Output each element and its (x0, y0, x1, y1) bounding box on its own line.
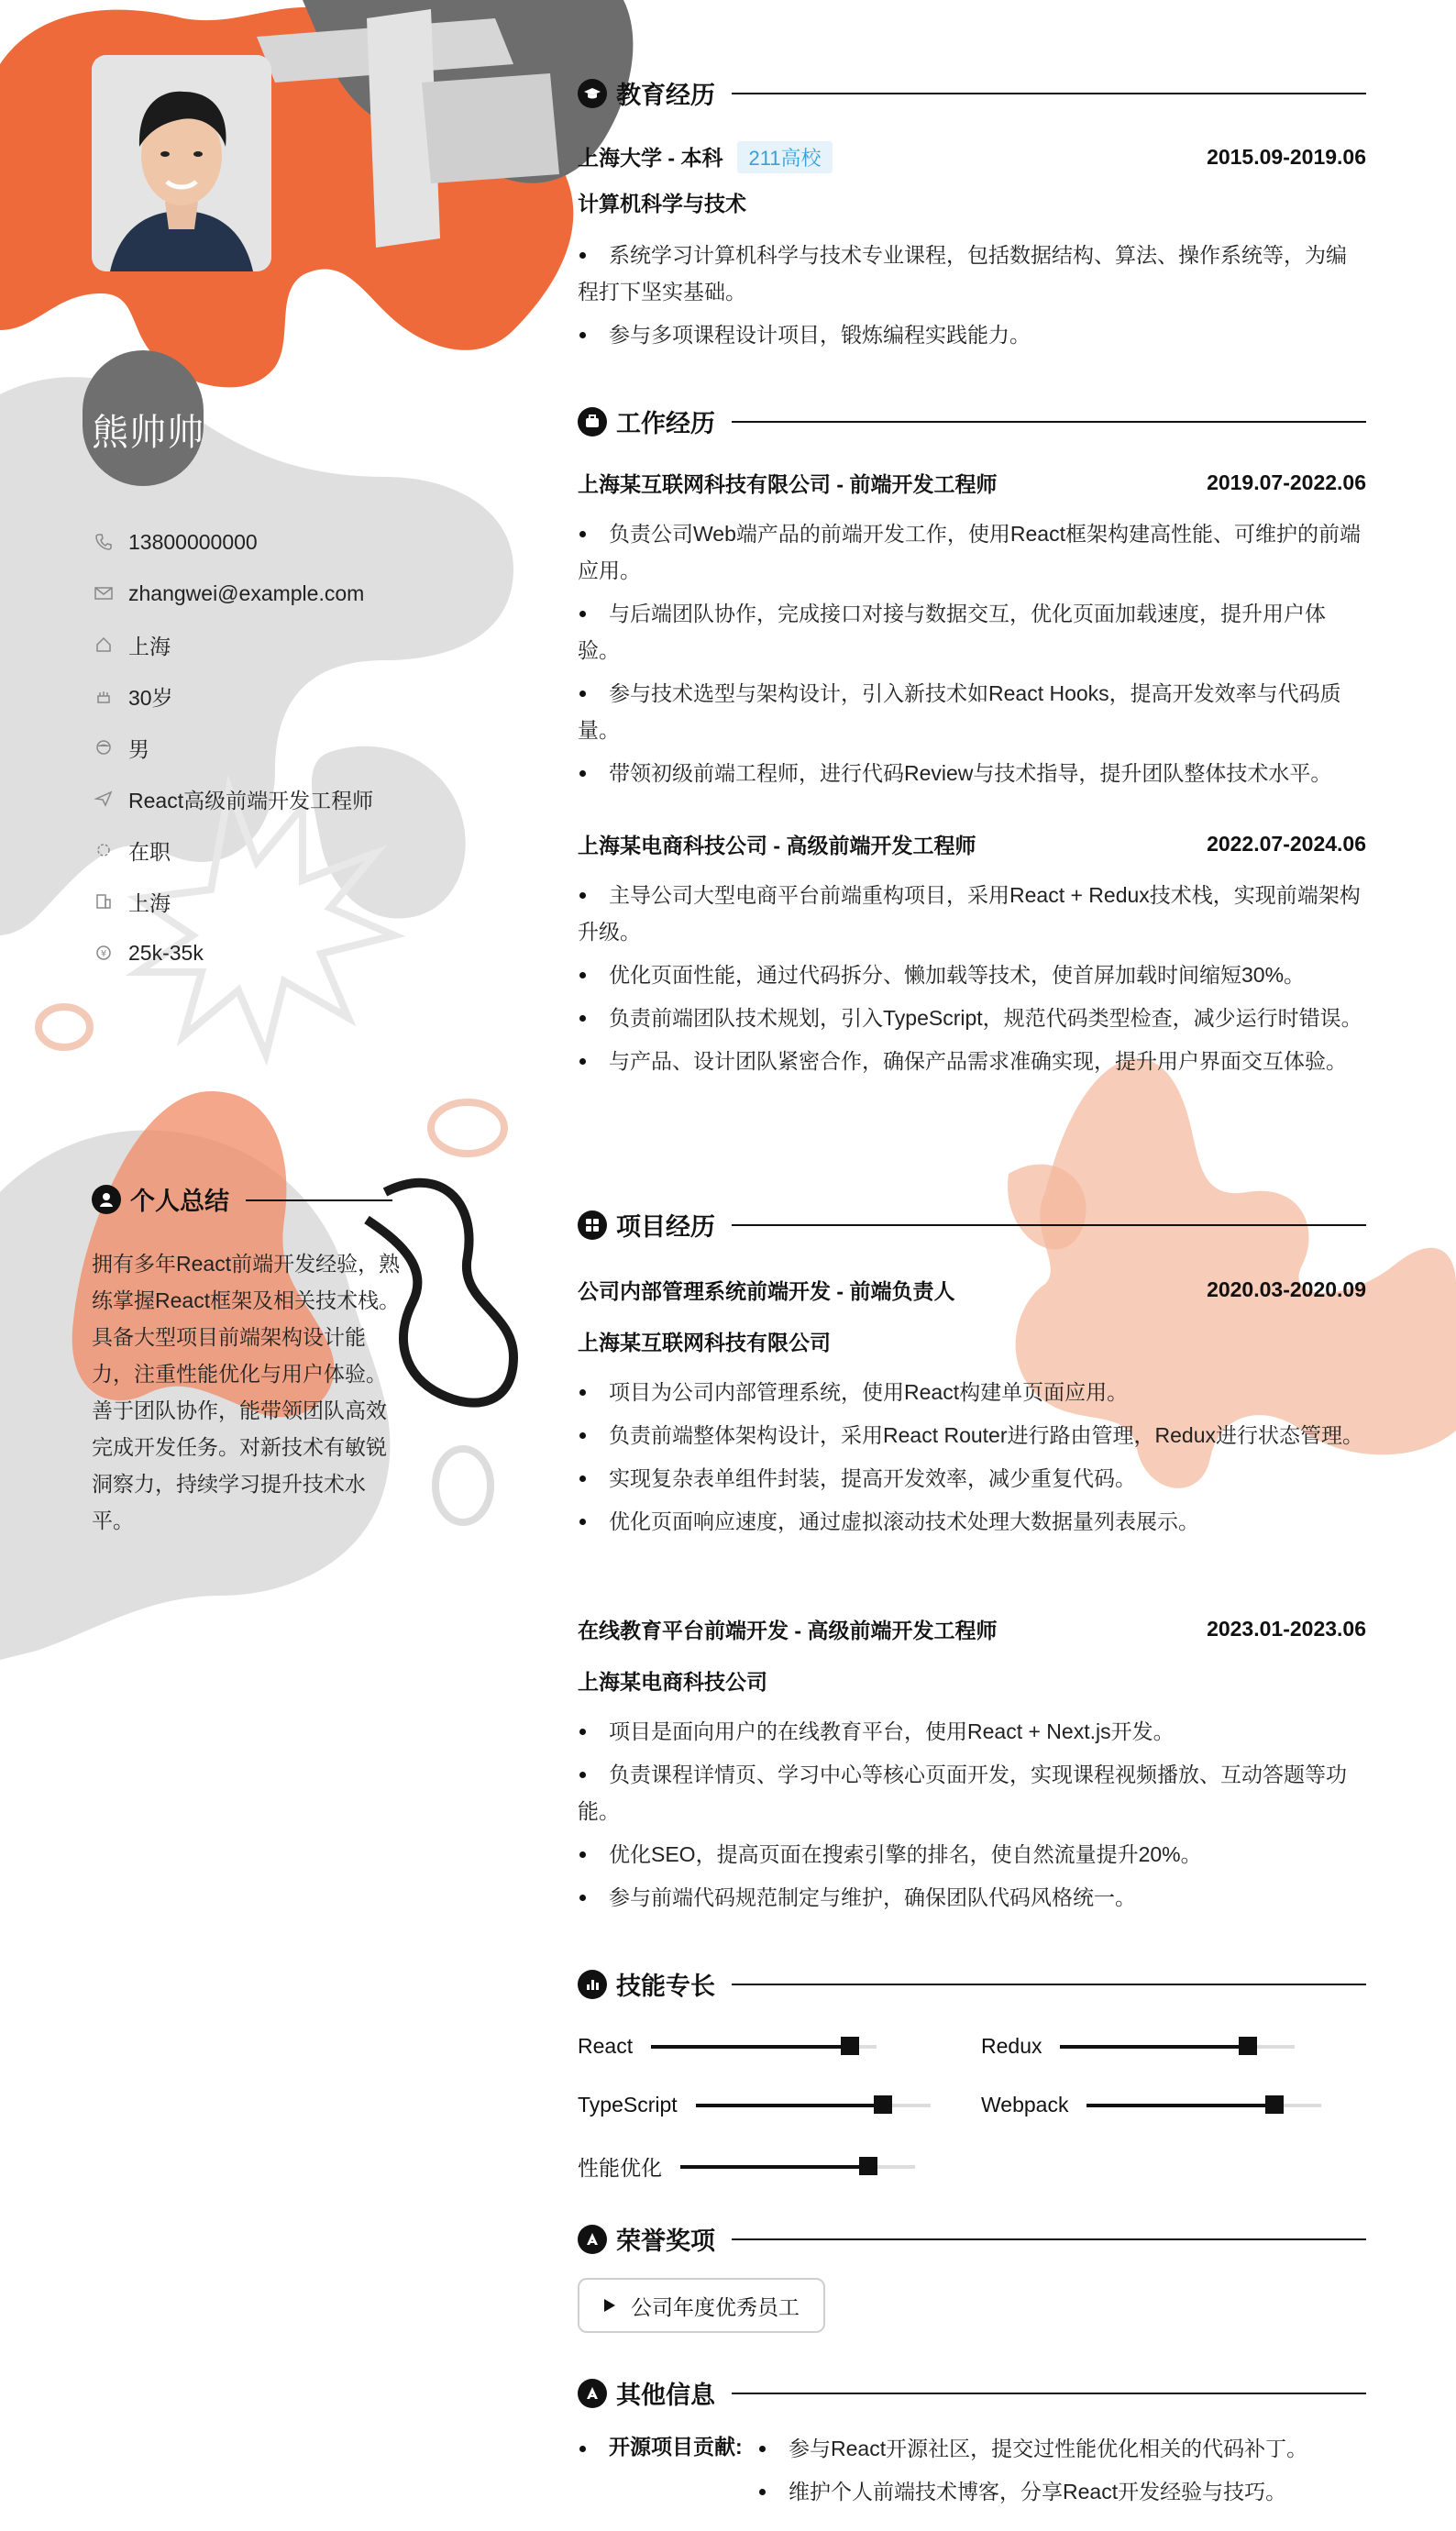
contact-row (92, 773, 373, 824)
contact-text: 上海 (128, 634, 171, 658)
building-icon (92, 890, 116, 913)
skill-level-fill (1060, 2045, 1248, 2049)
award-item (578, 2278, 825, 2333)
home-icon (92, 633, 116, 657)
bullet-item: 负责公司Web端产品的前端开发工作，使用React框架构建高性能、可维护的前端应用。 (578, 515, 1366, 589)
summary-divider (246, 1199, 392, 1201)
skill-item (578, 2151, 915, 2182)
project-bullets-1 (578, 1374, 1366, 1546)
contact-row (92, 568, 373, 619)
skill-level-fill (651, 2045, 849, 2049)
summary-title: 个人总结 (130, 1188, 229, 1215)
avatar-photo (92, 55, 271, 271)
bullet-item: 项目是面向用户的在线教育平台，使用React + Next.js开发。 (578, 1713, 1366, 1750)
skill-level-bar (680, 2165, 915, 2169)
job-bullets-1 (578, 515, 1366, 798)
job-date: 2022.07-2024.06 (1207, 832, 1366, 856)
skill-item (578, 2034, 877, 2059)
contact-row (92, 722, 373, 773)
bullet-item: 参与技术选型与架构设计，引入新技术如React Hooks，提高开发效率与代码质量。 (578, 675, 1366, 748)
education-school-wrap (578, 141, 833, 173)
award-label: 公司年度优秀员工 (631, 2294, 800, 2319)
job-date: 2019.07-2022.06 (1207, 470, 1366, 494)
project-company: 上海某电商科技公司 (578, 1670, 767, 1694)
work-title: 工作经历 (616, 410, 715, 437)
divider (732, 2238, 1366, 2240)
skill-level-bar (1086, 2104, 1321, 2107)
contact-row (92, 927, 373, 978)
bullet-item: 系统学习计算机科学与技术专业课程，包括数据结构、算法、操作系统等，为编程打下坚实基础。 (578, 237, 1366, 310)
bullet-item: 参与前端代码规范制定与维护，确保团队代码风格统一。 (578, 1879, 1366, 1916)
contact-text: 上海 (128, 890, 171, 915)
honors-heading (578, 2221, 1366, 2257)
project-date: 2023.01-2023.06 (1207, 1617, 1366, 1641)
other-title: 其他信息 (616, 2382, 715, 2409)
education-title: 教育经历 (616, 82, 715, 109)
skill-level-knob (859, 2157, 877, 2175)
bullet-item: 负责前端团队技术规划，引入TypeScript，规范代码类型检查，减少运行时错误。 (578, 1000, 1366, 1036)
skill-level-bar (651, 2045, 877, 2049)
gender-icon (92, 735, 116, 759)
contact-row (92, 516, 373, 568)
project-row-1 (578, 1275, 1366, 1305)
skills-title: 技能专长 (616, 1973, 715, 2000)
skill-item (578, 2093, 931, 2117)
contact-text: 30岁 (128, 685, 173, 710)
grid-icon (578, 1210, 607, 1240)
bullet-item: 优化页面性能，通过代码拆分、懒加载等技术，使首屏加载时间缩短30%。 (578, 956, 1366, 993)
job-row-1 (578, 468, 1366, 498)
divider (732, 1984, 1366, 1985)
salary-icon (92, 941, 116, 965)
education-date: 2015.09-2019.06 (1207, 145, 1366, 169)
status-icon (92, 838, 116, 862)
award-icon (578, 2225, 607, 2254)
skill-level-knob (1265, 2095, 1284, 2114)
skill-item (981, 2093, 1321, 2117)
other-bullets (757, 2430, 1362, 2516)
contact-text: React高级前端开发工程师 (128, 788, 374, 812)
bullet-item: 负责课程详情页、学习中心等核心页面开发，实现课程视频播放、互动答题等功能。 (578, 1756, 1366, 1829)
summary-heading (92, 1181, 229, 1217)
education-heading (578, 75, 1366, 111)
contact-text: 25k-35k (128, 940, 204, 965)
contact-text: 在职 (128, 839, 171, 864)
project-heading: 公司内部管理系统前端开发 - 前端负责人 (578, 1279, 955, 1303)
contact-text: 男 (128, 736, 149, 761)
skill-name: React (578, 2034, 634, 2058)
education-major: 计算机科学与技术 (578, 192, 746, 216)
skill-name: Redux (981, 2034, 1042, 2058)
job-bullets-2 (578, 877, 1366, 1086)
project-row-2 (578, 1614, 1366, 1644)
bullet-item: 实现复杂表单组件封装，提高开发效率，减少重复代码。 (578, 1460, 1366, 1497)
skill-name: TypeScript (578, 2093, 678, 2117)
other-heading (578, 2375, 1366, 2411)
divider (732, 2393, 1366, 2394)
bullet-item: 项目为公司内部管理系统，使用React构建单页面应用。 (578, 1374, 1366, 1410)
contact-row (92, 619, 373, 670)
user-icon (92, 1185, 121, 1214)
skill-level-knob (1239, 2037, 1257, 2055)
bullet-item: 优化SEO，提高页面在搜索引擎的排名，使自然流量提升20%。 (578, 1836, 1366, 1873)
education-bullets (578, 237, 1366, 359)
skill-item (981, 2034, 1295, 2059)
project-heading: 在线教育平台前端开发 - 高级前端开发工程师 (578, 1619, 998, 1642)
honors-title: 荣誉奖项 (616, 2227, 715, 2255)
other-label: 开源项目贡献: (578, 2430, 743, 2460)
projects-heading (578, 1207, 1366, 1243)
school-tag: 211高校 (737, 141, 832, 173)
education-school: 上海大学 - 本科 (578, 146, 723, 170)
cake-icon (92, 684, 116, 708)
skill-level-bar (696, 2104, 931, 2107)
job-row-2 (578, 829, 1366, 859)
bar-chart-icon (578, 1970, 607, 1999)
divider (732, 93, 1366, 94)
job-heading: 上海某电商科技公司 - 高级前端开发工程师 (578, 834, 976, 857)
contact-text: 13800000000 (128, 529, 258, 554)
divider (732, 421, 1366, 423)
briefcase-icon (578, 407, 607, 437)
award-icon (578, 2379, 607, 2408)
contact-info (92, 516, 373, 978)
projects-title: 项目经历 (616, 1213, 715, 1241)
bullet-item: 优化页面响应速度，通过虚拟滚动技术处理大数据量列表展示。 (578, 1503, 1366, 1540)
sidebar (0, 0, 532, 2531)
bullet-item: 与产品、设计团队紧密合作，确保产品需求准确实现，提升用户界面交互体验。 (578, 1043, 1366, 1079)
skill-level-knob (874, 2095, 892, 2114)
project-date: 2020.03-2020.09 (1207, 1277, 1366, 1301)
work-heading (578, 403, 1366, 439)
divider (732, 1224, 1366, 1226)
contact-text: zhangwei@example.com (128, 580, 365, 605)
contact-row (92, 670, 373, 722)
candidate-name: 熊帅帅 (92, 413, 204, 453)
contact-row (92, 824, 373, 876)
skill-level-bar (1060, 2045, 1295, 2049)
mail-icon (92, 581, 116, 605)
send-icon (92, 787, 116, 811)
bullet-item: 维护个人前端技术博客，分享React开发经验与技巧。 (757, 2473, 1362, 2510)
education-row (578, 141, 1366, 173)
graduation-cap-icon (578, 79, 607, 108)
skill-name: Webpack (981, 2093, 1069, 2117)
job-heading: 上海某互联网科技有限公司 - 前端开发工程师 (578, 472, 998, 496)
play-icon (603, 2298, 616, 2313)
contact-row (92, 876, 373, 927)
bullet-item: 参与多项课程设计项目，锻炼编程实践能力。 (578, 316, 1366, 353)
bullet-item: 负责前端整体架构设计，采用React Router进行路由管理，Redux进行状态管理。 (578, 1417, 1366, 1453)
bullet-item: 带领初级前端工程师，进行代码Review与技术指导，提升团队整体技术水平。 (578, 755, 1366, 791)
skill-level-knob (841, 2037, 859, 2055)
bullet-item: 主导公司大型电商平台前端重构项目，采用React + Redux技术栈，实现前端架构升级。 (578, 877, 1366, 950)
phone-icon (92, 530, 116, 554)
summary-text: 拥有多年React前端开发经验，熟练掌握React框架及相关技术栈。具备大型项目前端架构设计能力，注重性能优化与用户体验。善于团队协作，能带领团队高效完成开发任务。对新技术有敏锐洞察力，持续学习提升技术水平。 (92, 1252, 401, 1532)
project-bullets-2 (578, 1713, 1366, 1922)
project-company: 上海某互联网科技有限公司 (578, 1331, 831, 1354)
svg-text:¥: ¥ (100, 949, 107, 959)
skill-level-fill (680, 2165, 868, 2169)
skill-level-fill (1086, 2104, 1274, 2107)
bullet-item: 与后端团队协作，完成接口对接与数据交互，优化页面加载速度，提升用户体验。 (578, 595, 1366, 669)
bullet-item: 参与React开源社区，提交过性能优化相关的代码补丁。 (757, 2430, 1362, 2467)
skill-level-fill (696, 2104, 884, 2107)
skills-heading (578, 1966, 1366, 2002)
skill-name: 性能优化 (578, 2156, 662, 2180)
